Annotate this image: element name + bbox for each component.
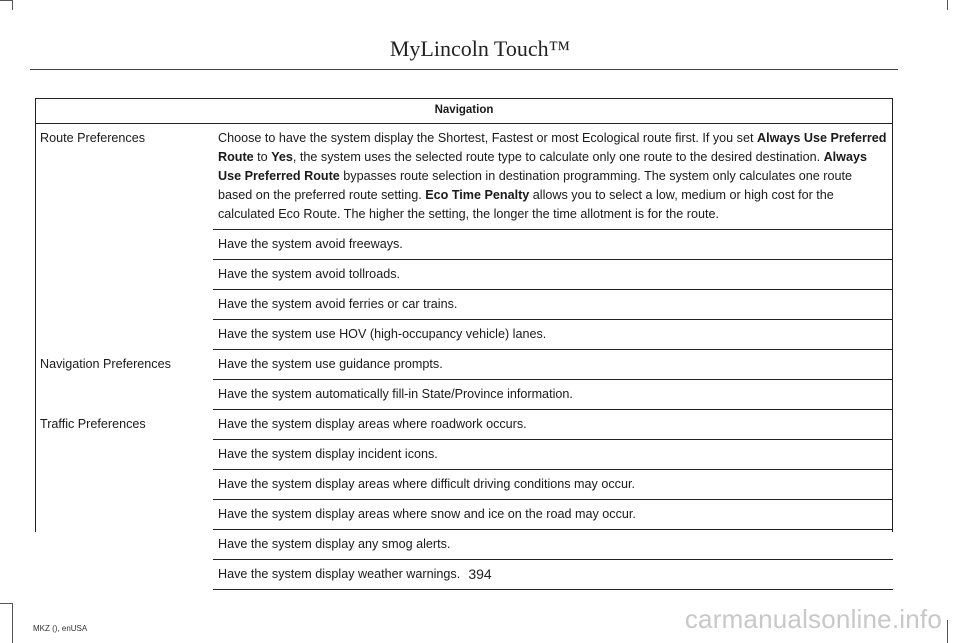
table-cell: Have the system display areas where roadwork occurs. (213, 410, 893, 440)
route-preferences-description: Choose to have the system display the Shortest, Fastest or most Ecological route first. If you set Always Use Preferred Route to Yes, the system uses the selected route type to calculate only one route to the desired destination. Always Use Preferred Route bypasses route selection in destination programming. The system only calculates one route based on the preferred route setting. Eco Time Penalty allows you to select a low, medium or high cost for the calculated Eco Route. The higher the setting, the longer the time allotment is for the route. (213, 124, 893, 230)
header-divider (30, 69, 898, 70)
table-row (35, 410, 893, 440)
crop-mark (0, 0, 12, 1)
table-row (35, 124, 893, 230)
crop-mark (12, 603, 13, 643)
table-left-border (35, 98, 36, 532)
table-cell: Have the system use HOV (high-occupancy vehicle) lanes. (213, 320, 893, 350)
table-cell: Have the system avoid freeways. (213, 230, 893, 260)
table-cell: Have the system automatically fill-in State/Province information. (213, 380, 893, 410)
page-number: 394 (468, 566, 492, 582)
crop-mark (0, 603, 12, 604)
category-navigation-preferences: Navigation Preferences (40, 356, 171, 371)
crop-mark (947, 0, 948, 10)
watermark: carmanualsonline.info (684, 604, 942, 634)
table-cell: Have the system display areas where snow and ice on the road may occur. (213, 500, 893, 530)
table-cell: Have the system display areas where difficult driving conditions may occur. (213, 470, 893, 500)
crop-mark (947, 620, 948, 643)
table-cell: Have the system display weather warnings. (213, 560, 893, 590)
table-cell: Have the system avoid tollroads. (213, 260, 893, 290)
table-row (35, 350, 893, 380)
table-cell: Have the system use guidance prompts. (213, 350, 893, 380)
table-cell: Have the system avoid ferries or car trains. (213, 290, 893, 320)
navigation-table (35, 98, 893, 590)
category-traffic-preferences: Traffic Preferences (40, 416, 146, 431)
table-cell: Have the system display any smog alerts. (213, 530, 893, 560)
category-route-preferences: Route Preferences (40, 131, 146, 145)
table-right-border (892, 98, 893, 532)
table-heading: Navigation (35, 98, 893, 124)
footer-model-code: MKZ (), enUSA (33, 624, 88, 633)
page-title: MyLincoln Touch™ (389, 36, 571, 61)
crop-mark (12, 0, 13, 10)
table-cell: Have the system display incident icons. (213, 440, 893, 470)
